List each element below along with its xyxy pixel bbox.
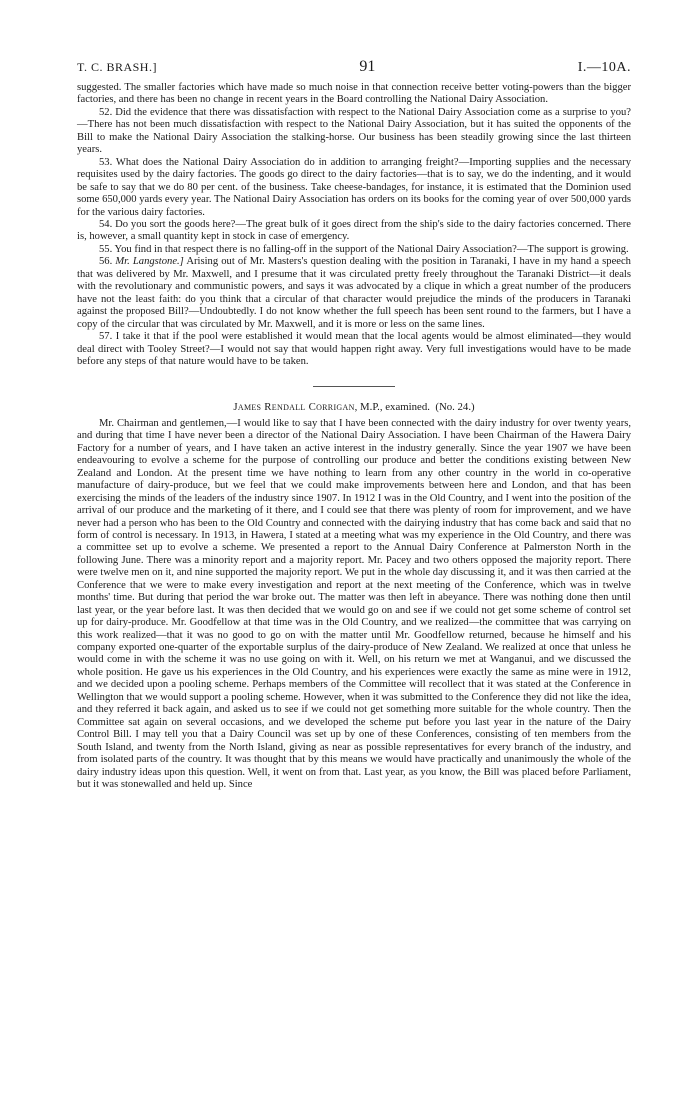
header-witness: T. C. BRASH.] <box>77 60 157 74</box>
qa-paragraph-54: 54. Do you sort the goods here?—The great bulk of it goes direct from the ship's side to the dairy factories concerned. There is, however, a small quantity kept in stock in case of emergency. <box>77 218 631 243</box>
header-document-code: I.—10A. <box>577 60 631 75</box>
witness-suffix: , M.P., examined. <box>354 401 430 414</box>
q56-number: 56. <box>99 256 113 268</box>
page-body <box>77 82 631 791</box>
witness-number: (No. 24.) <box>435 401 475 414</box>
qa-paragraph-57: 57. I take it that if the pool were established it would mean that the local agents would be almost eliminated—they would deal direct with Tooley Street?—I would not say that would happen right away. Very full investigations would have to be made before any steps of that nature would have to be taken. <box>77 331 631 367</box>
page-header <box>77 58 631 76</box>
section-divider <box>313 386 395 387</box>
q56-speaker: Mr. Langstone.] <box>115 256 184 268</box>
qa-paragraph-56 <box>77 256 631 331</box>
section-heading <box>77 401 631 413</box>
witness-name: James Rendall Corrigan <box>233 401 355 414</box>
q56-text: Arising out of Mr. Masters's question dealing with the position in Taranaki, I have in my hand a speech that was delivered by Mr. Maxwell, and I presume that it was circulated pretty freely throughout the Taranaki District—it deals with the revolutionary and communistic powers, and says it was advocated by a clique in which a great number of the producers have not the least faith: do you think that a circular of that character would prejudice the minds of the producers in Taranaki against the proposed Bill?—Undoubtedly. I do not know whether the full speech has been sent round to the farmers, but I have a copy of the circular that was circulated by Mr. Maxwell, and it is more or less on the same lines. <box>77 256 631 330</box>
intro-paragraph: suggested. The smaller factories which have made so much noise in that connection receive better voting-powers than the bigger factories, and there has been no change in recent years in the Board controlling the National Dairy Association. <box>77 82 631 106</box>
qa-paragraph-52: 52. Did the evidence that there was dissatisfaction with respect to the National Dairy Association come as a surprise to you?—There has not been much dissatisfaction with respect to the National Dairy Association, but it has suited the opponents of the Bill to make the National Dairy Association the stalking-horse. Our business has been steadily growing since the last thirteen years. <box>77 106 631 156</box>
qa-paragraph-53: 53. What does the National Dairy Association do in addition to arranging freight?—Importing supplies and the necessary requisites used by the dairy factories. The goods go direct to the dairy factories—that is to say, we do the indenting, and it would be safe to say that we do 80 per cent. of the business. Take cheese-bandages, for instance, it is estimated that the Dominion used some 650,000 yards every year. The National Dairy Association has orders on its books for the coming year of over 500,000 yards for the various dairy factories. <box>77 156 631 218</box>
qa-paragraph-55: 55. You find in that respect there is no falling-off in the support of the National Dairy Association?—The support is growing. <box>99 243 629 255</box>
page-number: 91 <box>359 58 376 75</box>
witness-statement: Mr. Chairman and gentlemen,—I would like to say that I have been connected with the dairy industry for over twenty years, and during that time I have never been a director of the National Dairy Association. I have been Chairman of the Hawera Dairy Factory for a number of years, and I have taken an active interest in the industry generally. Since the year 1907 we have been endeavouring to evolve a scheme for the purpose of controlling our produce and better the conditions existing between New Zealand and London. At the present time we have nothing to learn from any other country in the world in co-operative manufacture of dairy-produce, but we feel that we could make improvements between here and London, and that has been exercising the minds of the leaders of the industry since 1907. In 1912 I was in the Old Country, and I went into the position of the arrival of our produce and the marketing of it there, and I could see that there was plenty of room for improvement, and we have never had a person who has been to the Old Country and connected with the dairying industry that has come back and said that no form of control is necessary. In 1913, in Hawera, I stated at a meeting what was my experience in the Old Country, and there was a committee set up to evolve a scheme. We presented a report to the Annual Dairy Conference at Palmerston North in the following June. There was a minority report and a majority report. Mr. Pacey and two others opposed the majority report. There were twelve men on it, and nine supported the majority report. We put in the whole day discussing it, and it was then carried at the Conference that we were to make every investigation and report at the next meeting of the Conference, which was in twelve months' time. But during that period the war broke out. The matter was then left in abeyance. There was nothing done then until last year, or the year before last. It was then decided that we would go on and see if we could not get some scheme of control set up for dairy-produce. Mr. Goodfellow at that time was in the Old Country, and we realized—the committee that was carrying on this work realized—that it was no good to go on with the matter until Mr. Goodfellow returned, because he himself and his company exported one-quarter of the exportable surplus of the dairy-produce of New Zealand. We realized at once that unless he would come in with the scheme it was no use going on with it. Well, on his return we met at Wanganui, and we discussed the whole position. He gave us his experiences in the Old Country, and his experiences were exactly the same as mine were in 1912, and we decided upon a pooling scheme. Perhaps members of the Committee will recollect that it was stated at the Conference in Wellington that we would support a pooling scheme. However, when it was submitted to the Conference they did not like the idea, and they referred it back again, and asked us to see if we could not get something more suitable for the whole country. Then the Committee sat again on several occasions, and we developed the scheme put before you last year in the nature of the Dairy Control Bill. I may tell you that a Dairy Council was set up by one of these Conferences, consisting of ten members from the South Island, and twenty from the North Island, giving as near as possible representatives for every branch of the industry, and from isolated parts of the country. It was thought that by this means we would have practically and unanimously the whole of the dairy industry ideas upon this question. Well, it went on from that. Last year, as you know, the Bill was placed before Parliament, but it was stonewalled and held up. Since <box>77 417 631 791</box>
